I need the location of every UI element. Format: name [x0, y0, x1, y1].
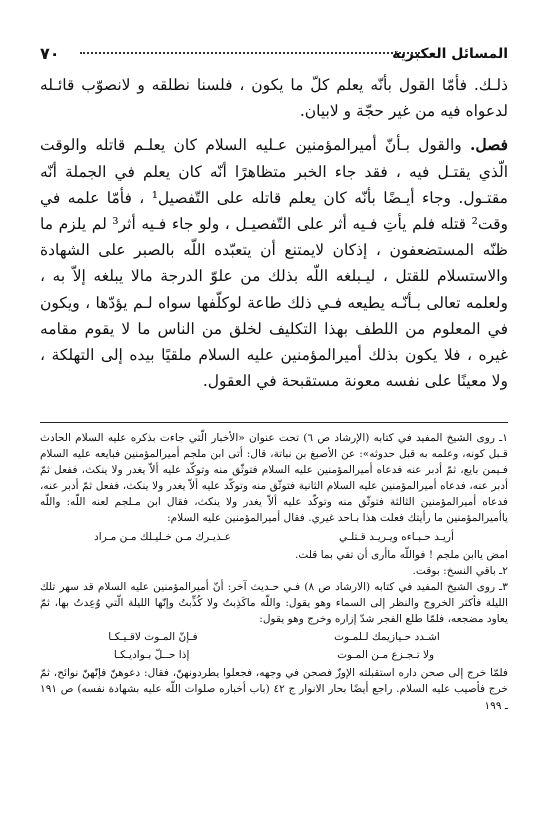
paragraph-2: [40, 132, 508, 394]
verse-3-first-half: ولا تـجـزع مـن المـوت: [337, 649, 435, 662]
main-text: [40, 72, 508, 394]
running-title: المسائل العكبرية: [392, 46, 508, 62]
footnote-1: ١ـ روى الشيخ المفيد في كتابه (الإرشاد ص ٦) تحت عنوان «الأخبار الّتي جاءت بذكره عليه السلام الحادث قـبل كونه، وعلمه به قبل حدوثه»: عن الأصبغ بن نباتة، قال: أتى ابن ملجم أميرالمؤمنين فبايعه عليه السلام فـيمن بايع، ثمّ أدبر عنه فدعاه أميرالمؤمنين عليه السلام فتوثّق منه وتوكّد عليه ألاّ يغدر ولا ينكث، ففعل ثمّ أدبر عنه، فدعاه أميرالمؤمنين عليه السلام الثانية فتوثّق منه وتوكّد عليه ألاّ يغدر ولا ينكث، ففعل ثمّ أدبر عنه، فدعاه أميرالمؤمنين الثالثة فتوثّق منه وتوكّد عليه ألاّ يغدر ولا ينكث، فقال ابن مـلجم لعنه اللّه: واللّه ياأميرالمؤمنين ما رأيتك فعلت هذا بـاحد غيري. فقال أميرالمؤمنين عليه السلام:: [40, 432, 508, 525]
section-keyword: فصل.: [470, 135, 508, 155]
footnote-3: ٣ـ روى الشيخ المفيد في كتابه (الارشاد ص ٨) فـي حـديث آخر: أنّ أميرالمؤمنين عليه السلام قد سهر تلك الليلة فأكثر الخروج والنظر إلى السماء وهو يقول: واللّه ماكَذِبتُ ولا كُذِّبتُ وإنّها الليلة الّتي وُعِدتُ بها، ثمّ يعاود مضجعه، فلمّا طلع الفجر شدّ إزاره وخرج وهو يقول:: [40, 580, 508, 626]
footnote-3-end: فلمّا خرج إلى صحن داره استقبلته الإوزّ فصحن في وجهه، فجعلوا يطردونهنّ، فقال: دعوهنّ فإنّهنّ نوائح، ثمّ خرج فأصيب عليه السلام. راجع أيضًا بحار الانوار ج ٤٢ (باب أخباره صلوات اللّه عليه بشهادة نفسه) ص ١٩١ ـ ١٩٩: [40, 667, 508, 712]
footnotes: [40, 430, 508, 714]
poem-verse-2: [40, 629, 508, 645]
page-number: ٧٠: [40, 44, 60, 63]
running-header: [40, 44, 508, 66]
footnote-separator: [40, 422, 508, 423]
poem-verse-1: [40, 529, 508, 545]
verse-3-second-half: إذا حــلّ بـواديـكـا: [113, 649, 190, 662]
verse-2-second-half: فـإنّ المـوت لاقـيـكـا: [108, 631, 198, 644]
footnote-1-end: امض ياابن ملجم ! فواللّه ماأرى أن تفي بما قلت.: [294, 548, 508, 561]
paragraph-2-text: والقول بـأنّ أميرالمؤمنين عـليه السلام كان يعلـم قاتله والوقت الّذي يقتـل فيه ، فقد جاء الخبر متظاهرًا أنّه كان يعلم في الجملة أنّه مقتـول. وجاء أيـضًا بأنّه كان يعلم قاتله على التّفصيل¹ ، فأمّا علمه في وقت² قتله فلم يأتِ فـيه أثر على التّفصيـل ، ولو جاء فـيه أثر³ لم يلزم ما ظنّه المستضعفون ، إذكان لايمتنع أن يتعبّده اللّه بالصبر على الشهادة والاستسلام للقتل ، ليـبلغه اللّه بذلك من علوّ الدرجة مالا يبلغه إلاّ به ، ولعلمه تعالى بـأنّـه يطيعه فـي ذلك طاعة لوكلّفها سواه لـم يؤدّها ، ويكون في المعلوم من اللطف بهذا التكليف لخلق من الناس ما لا يقوم مقامه غيره ، فلا يكون بذلك أميرالمؤمنين عليه السلام ملقيًا بيده إلى التهلكة ، ولا معينًا على نفسه معونة مستقبحة في العقول.: [40, 136, 508, 391]
poem-verse-3: [40, 647, 508, 663]
verse-1-second-half: عـذيـرك مـن خـليـلك مـن مـراد: [94, 530, 231, 543]
verse-2-first-half: اشـدد حـيازيمك لـلمـوت: [334, 631, 440, 644]
footnote-2: ٢ـ باقي النسخ: بوقت.: [412, 564, 508, 577]
verse-1-first-half: أريـد حـبـاءه ويـريـد قـتلـي: [339, 530, 454, 543]
header-dotted-leader: [80, 52, 420, 54]
paragraph-1: ذلـك. فأمّا القول بأنّه يعلم كلّ ما يكون ، فلسنا نطلقه و لانصوّب قائـله لدعواه فيه من غير حجّة و لابيان.: [40, 76, 508, 121]
